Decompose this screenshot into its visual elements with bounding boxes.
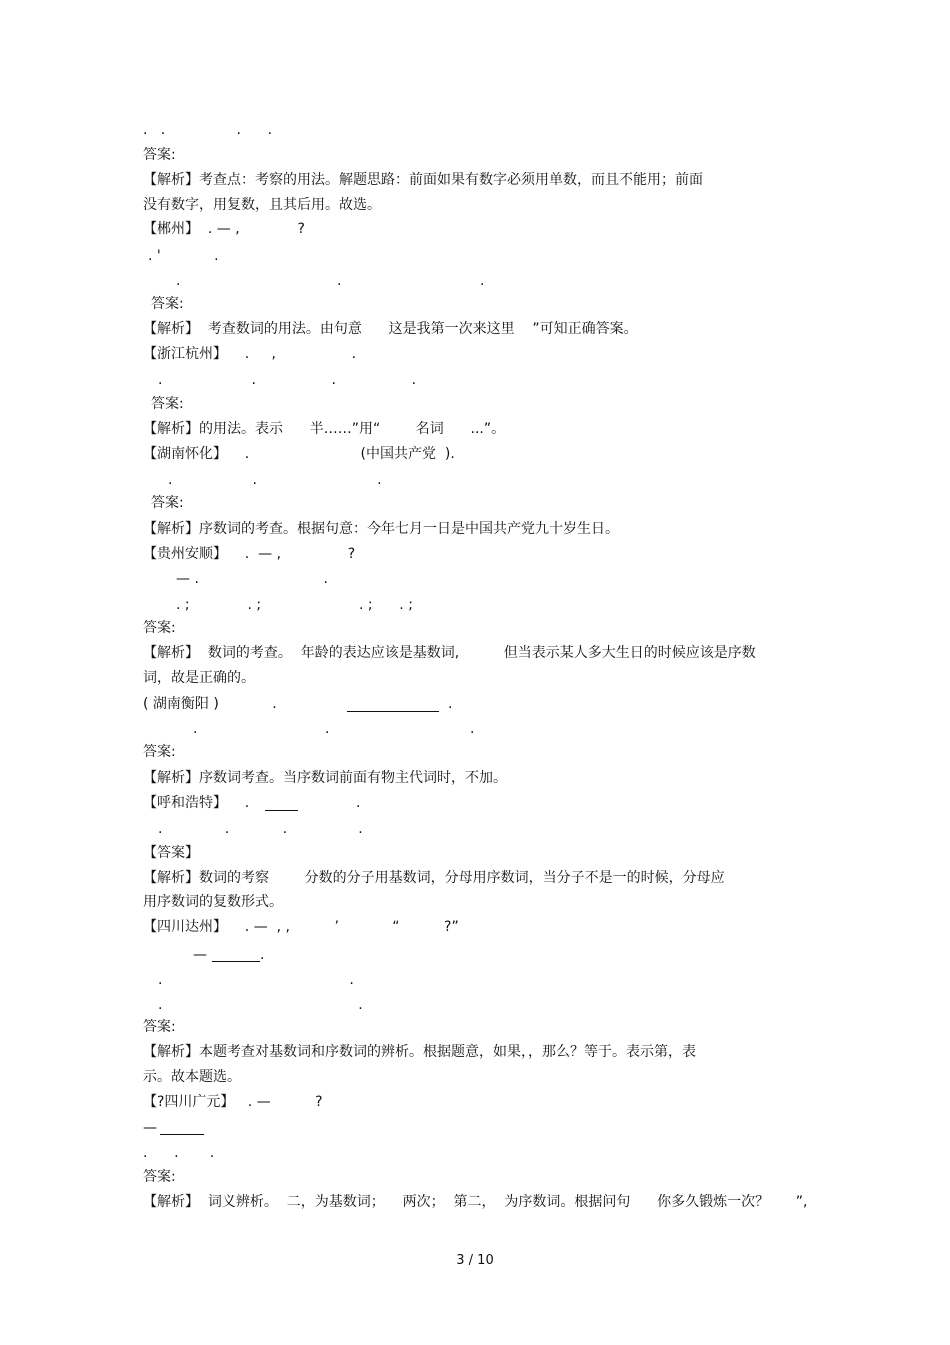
question-heading: 【浙江杭州】 . , . — [143, 346, 357, 362]
answer-label: 答案: — [143, 147, 176, 163]
option-dot: . — [193, 721, 198, 737]
options-line: . . . . — [158, 372, 417, 388]
answer-heading: 【答案】 — [143, 845, 199, 861]
answer-blank — [347, 711, 439, 712]
analysis-text: 【解析】的用法。表示 半……”用“ 名词 ...”。 — [143, 421, 506, 437]
answer-label: 答案: — [151, 396, 184, 412]
answer-label: 答案: — [151, 296, 184, 312]
answer-label: 答案: — [143, 744, 176, 760]
answer-blank — [212, 961, 260, 962]
analysis-text: 【解析】 词义辨析。 二，为基数词； 两次； 第二， 为序数词。根据问句 你多久锻炼一次？ ”, — [143, 1194, 808, 1210]
answer-label: 答案: — [143, 1019, 176, 1035]
text-line: — . . — [176, 571, 328, 587]
options-line: . ; . ; . ; . ; — [176, 597, 413, 613]
answer-label: 答案: — [143, 1169, 176, 1185]
options-line: . . . — [143, 1145, 215, 1161]
question-heading: ( 湖南衡阳 ) . — [143, 696, 277, 712]
option-dot: . — [337, 273, 342, 289]
question-heading: 【?四川广元】 . — ? — [143, 1094, 323, 1110]
analysis-text: 词，故是正确的。 — [143, 670, 255, 686]
option-dot: . — [325, 721, 330, 737]
answer-blank — [265, 810, 298, 811]
answer-blank — [160, 1134, 204, 1135]
question-heading: 【贵州安顺】 . — , ? — [143, 546, 356, 562]
question-heading: 【四川达州】 . — , , ’ “ ?” — [143, 919, 459, 935]
option-dot: . — [470, 721, 475, 737]
analysis-text: 【解析】本题考查对基数词和序数词的辨析。根据题意，如果，，那么？等于。表示第，表 — [143, 1044, 696, 1060]
analysis-text: 【解析】序数词考查。当序数词前面有物主代词时，不加。 — [143, 770, 507, 786]
text-line: . — [260, 947, 265, 963]
analysis-text: 没有数字，用复数，且其后用。故选。 — [143, 197, 381, 213]
text-line: — — [143, 1120, 157, 1136]
options-line: . . . . — [158, 821, 363, 837]
option-dot: . — [480, 273, 485, 289]
analysis-text: 【解析】数词的考察 分数的分子用基数词，分母用序数词，当分子不是一的时候，分母应 — [143, 870, 725, 886]
analysis-text: 用序数词的复数形式。 — [143, 894, 283, 910]
option-dot: . — [176, 273, 181, 289]
analysis-text: 【解析】序数词的考查。根据句意：今年七月一日是中国共产党九十岁生日。 — [143, 521, 619, 537]
analysis-text: 【解析】考查点：考察的用法。解题思路：前面如果有数字必须用单数，而且不能用；前面 — [143, 172, 703, 188]
text-line: . . . . — [143, 122, 273, 138]
options-line: . . — [158, 997, 363, 1013]
text-line: — — [193, 947, 207, 963]
text-line: . — [448, 696, 453, 712]
text-line: . — [356, 795, 361, 811]
question-heading: 【呼和浩特】 . — [143, 795, 250, 811]
analysis-text: 示。故本题选。 — [143, 1069, 241, 1085]
options-line: . . . — [168, 472, 382, 488]
analysis-text: 【解析】 考查数词的用法。由句意 这是我第一次来这里 ”可知正确答案。 — [143, 321, 638, 337]
options-line: . . — [158, 972, 354, 988]
answer-label: 答案: — [151, 495, 184, 511]
answer-label: 答案: — [143, 620, 176, 636]
text-line: . ' . — [148, 248, 219, 264]
question-heading: 【郴州】 . — , ? — [143, 221, 305, 237]
page-number: 3 / 10 — [456, 1253, 494, 1268]
question-heading: 【湖南怀化】 . (中国共产党 ). — [143, 446, 455, 462]
analysis-text: 【解析】 数词的考查。 年龄的表达应该是基数词, 但当表示某人多大生日的时候应该是序数 — [143, 645, 756, 661]
